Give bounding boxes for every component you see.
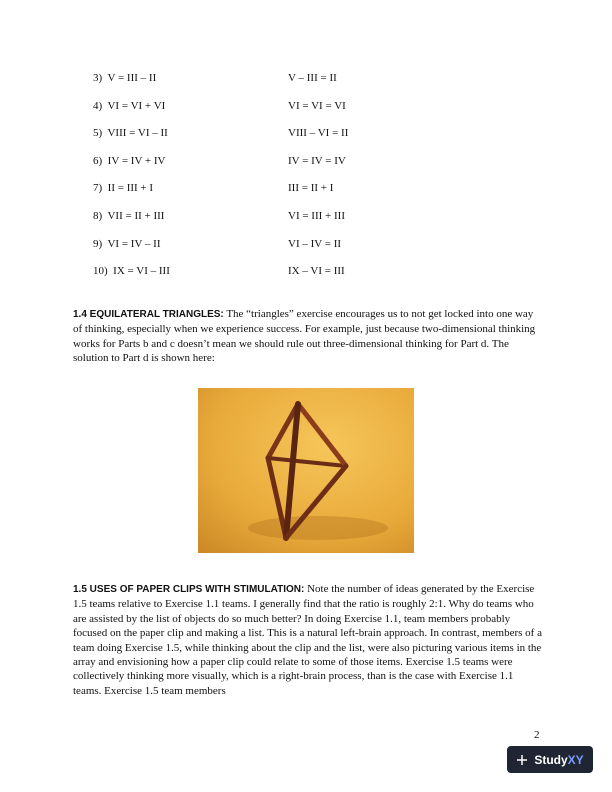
equation-right: V – III = II <box>288 72 337 84</box>
equation-row <box>0 236 612 252</box>
equation-right: IV = IV = IV <box>288 154 346 167</box>
equation-row <box>0 98 612 114</box>
equation-left: 10) IX = VI – III <box>93 265 170 278</box>
equation-left: 4) VI = VI + VI <box>93 99 166 112</box>
equation-left: 7) II = III + I <box>93 182 154 195</box>
tetrahedron-photo <box>198 388 414 553</box>
section-1-4-paragraph <box>73 307 543 366</box>
equation-row <box>0 125 612 141</box>
equation-left: 3) V = III – II <box>93 72 157 84</box>
equation-right: VIII – VI = II <box>288 127 349 140</box>
section-1-4-heading: 1.4 EQUILATERAL TRIANGLES: <box>73 309 224 320</box>
equation-left: 9) VI = IV – II <box>93 237 161 250</box>
equation-right: VI – IV = II <box>288 237 342 250</box>
equation-left: 5) VIII = VI – II <box>93 127 168 140</box>
equation-row <box>0 153 612 169</box>
section-1-5-heading: 1.5 USES OF PAPER CLIPS WITH STIMULATION: <box>73 584 305 595</box>
equation-right: VI = VI = VI <box>288 99 346 112</box>
equation-row <box>0 180 612 196</box>
section-1-5-body: Note the number of ideas generated by the Exercise 1.5 teams relative to Exercise 1.1 teams. I generally find that the ratio is roughly 2:1. Why do teams who are assisted by the list of objects do so much better? In doing Exercise 1.1, team members probably focused on the paper clip and making a list. This is a natural left-brain approach. In contrast, members of a team doing Exercise 1.5, while thinking about the clip and the list, were also picturing various items in the array and envisioning how a paper clip could relate to some of those items. Exercise 1.5 teams were collectively thinking more visually, which is a right-brain process, than is the case with Exercise 1.1 teams. Exercise 1.5 team members <box>73 583 542 697</box>
studyxy-badge[interactable] <box>507 746 593 773</box>
equation-right: VI = III + III <box>288 210 345 222</box>
brand-name: StudyXY <box>534 752 584 767</box>
equation-left: 8) VII = II + III <box>93 210 165 222</box>
equation-row <box>0 208 612 224</box>
equation-row <box>0 263 612 279</box>
plus-icon <box>516 754 528 766</box>
equation-right: IX – VI = III <box>288 265 345 278</box>
equation-right: III = II + I <box>288 182 334 195</box>
page-number: 2 <box>534 729 540 741</box>
section-1-4-body: The “triangles” exercise encourages us to not get locked into one way of thinking, especially when we experience success. For example, just because two-dimensional thinking works for Parts b and c doesn’t mean we should rule out three-dimensional thinking for Part d. The solution to Part d is shown here: <box>73 308 536 365</box>
section-1-5-paragraph <box>73 582 543 698</box>
equation-row <box>0 70 612 86</box>
equation-left: 6) IV = IV + IV <box>93 154 166 167</box>
